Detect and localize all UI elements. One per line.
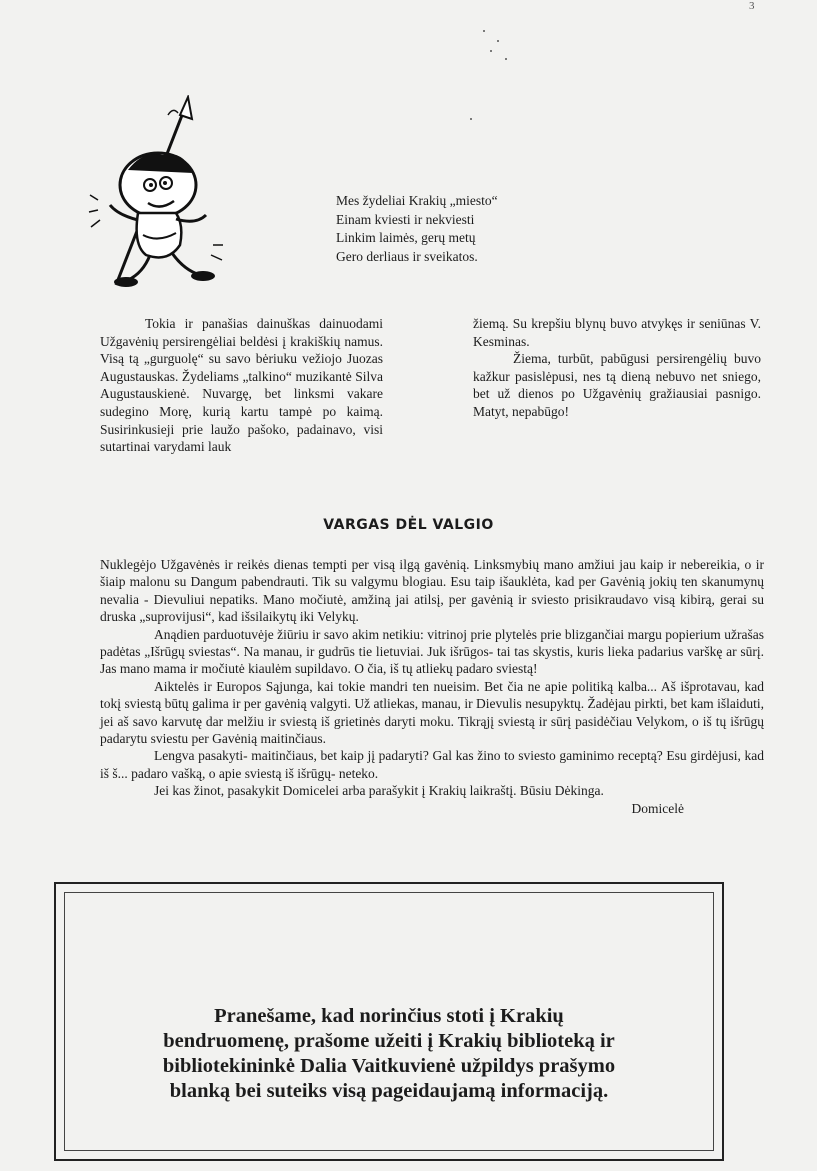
spear-boy-illustration-icon [88, 95, 228, 295]
article-signature: Domicelė [631, 800, 684, 816]
intro-paragraph: žiemą. Su krepšiu blynų buvo atvykęs ir seniūnas V. Kesminas. [473, 316, 761, 349]
article-body [100, 556, 764, 817]
page-number: 3 [749, 0, 755, 12]
article-title: VARGAS DĖL VALGIO [323, 517, 494, 533]
intro-paragraph: Žiema, turbūt, pabūgusi persirengėlių buvo kažkur pasislėpusi, nes tą dieną nebuvo net sniego, bet už dienos po Užgavėnių gražiausiai pasnigo. Matyt, nepabūgo! [473, 351, 761, 419]
speck [505, 58, 507, 60]
speck [497, 40, 499, 42]
poem-line: Gero derliaus ir sveikatos. [336, 248, 478, 264]
intro-paragraph: Tokia ir panašias dainuškas dainuodami Užgavėnių persirengėliai beldėsi į krakiškių namus. Visą tą „gurguolę“ su savo bėriuku vežiojo Juozas Augustauskas. Žydeliams „talkino“ muzikantė Silva Augustauskienė. Nuvargę, bet linksmi vakare sudegino Morę, kurią kartu tampė po kaimą. Susirinkusieji prie laužo pašoko, padainavo, visi sutartinai varydami lauk [100, 316, 383, 455]
poem-line: Mes žydeliai Krakių „miesto“ [336, 193, 498, 208]
poem-line: Einam kviesti ir nekviesti [336, 211, 475, 227]
notice-box [54, 882, 724, 1161]
intro-right-column [473, 315, 761, 421]
article-paragraph: Anądien parduotuvėje žiūriu ir savo akim netikiu: vitrinoj prie plytelės prie blizgančiai margu popierium užrašas padėtas „Išrūgų sviestas“. Na manau, ir gudrūs tie lietuviai. Juk išrūgos- tai tas skystis, kuris lieka padarius varškę ar sūrį. Jas mano mama ir močiutė kiaulėm supildavo. O čia, iš tų atliekų padaro sviestą! [100, 626, 764, 677]
notice-text [116, 1004, 662, 1104]
notice-line: Pranešame, kad norinčius stoti į Krakių [214, 1005, 564, 1027]
poem-line: Linkim laimės, gerų metų [336, 230, 476, 245]
speck [490, 50, 492, 52]
notice-line: blanką bei suteiks visą pageidaujamą informaciją. [169, 1080, 609, 1102]
speck [483, 30, 485, 32]
article-paragraph: Lengva pasakyti- maitinčiaus, bet kaip jį padaryti? Gal kas žino to sviesto gaminimo receptą? Esu girdėjusi, kad iš š... padaro vašką, o apie sviestą iš išrūgų- neteko. [100, 748, 764, 781]
speck [470, 118, 472, 120]
article-paragraph: Nuklegėjo Užgavėnės ir reikės dienas tempti per visą ilgą gavėnią. Linksmybių mano amžiui jau kaip ir nebereikia, o ir šiaip malonu su Dangum pabendrauti. Tik su valgymu blogiau. Esu taip išauklėta, kad per Gavėnią jokių ten skanumynų nevalia - Dievuliui nepatiks. Mano močiutė, amžiną jai atilsį, per gavėnią ir sviesto prisikraudavo visą kibirą, gerai su druska „suprovijusi“, kad išsilaikytų iki Velykų. [100, 557, 764, 625]
intro-left-column [100, 315, 383, 456]
article-paragraph: Aiktelės ir Europos Sąjunga, kai tokie mandri ten nueisim. Bet čia ne apie politiką kalba... Aš išprotavau, kad tokį sviestą būtų galima ir per gavėnią valgyti. Už atliekas, manau, ir Dievulis nesupyktų. Žadėjau pirkti, bet kam išlaiduti, jei aš savo karvutę dar melžiu ir sviestą iš grietinės daryti moku. Tikrąjį sviestą ir sūrį pasidėčiau Velykom, o iš tų išrūgų padarytu sviestu per Gavėnią maitinčiaus. [100, 678, 764, 747]
poem [336, 192, 498, 266]
notice-line: bibliotekininkė Dalia Vaitkuvienė užpildys prašymo [162, 1055, 616, 1077]
notice-line: bendruomenę, prašome užeiti į Krakių biblioteką ir [163, 1030, 615, 1052]
article-paragraph: Jei kas žinot, pasakykit Domicelei arba parašykit į Krakių laikraštį. Būsiu Dėkinga. [154, 783, 604, 799]
